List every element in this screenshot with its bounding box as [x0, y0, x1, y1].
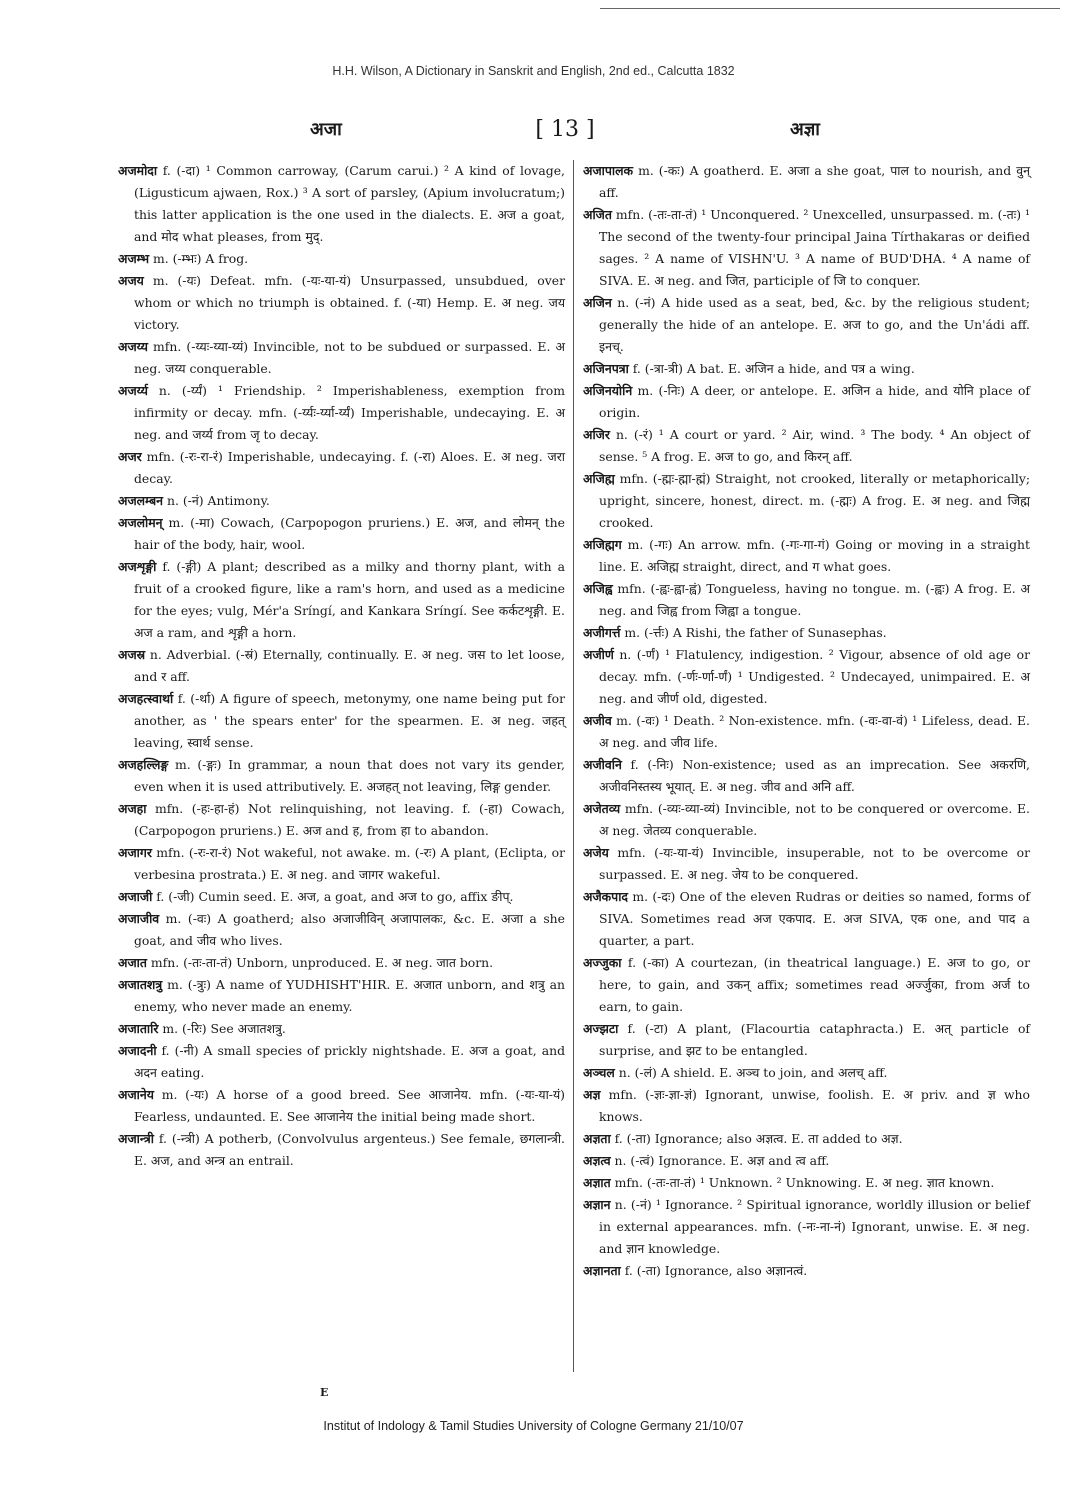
- entry-definition: f. (-नी) A small species of prickly nightshade. E. अज a goat, and अदन eating.: [134, 1043, 565, 1080]
- entry-headword: अजिह्म: [583, 471, 615, 486]
- dictionary-entry: [118, 1018, 565, 1040]
- entry-definition: n. (-नं) ¹ Ignorance. ² Spiritual ignorance, worldly illusion or belief in external appearances. mfn. (-नः-ना-नं) Ignorant, unwise. E. अ neg. and ज्ञान knowledge.: [599, 1197, 1030, 1256]
- dictionary-entry: [583, 644, 1030, 710]
- dictionary-entry: [583, 1062, 1030, 1084]
- entry-headword: अजाजी: [118, 889, 153, 904]
- entry-definition: mfn. (-रः-रा-रं) Imperishable, undecaying. f. (-रा) Aloes. E. अ neg. जरा decay.: [134, 449, 565, 486]
- entry-headword: अजिनपत्रा: [583, 361, 629, 376]
- entry-headword: अजात: [118, 955, 147, 970]
- entry-definition: m. (-दः) One of the eleven Rudras or deities so named, forms of SIVA. Sometimes read अज एकपाद. E. अज SIVA, एक one, and पाद a quarter, a part.: [599, 889, 1030, 948]
- entry-headword: अजम्भ: [118, 251, 150, 266]
- entry-definition: mfn. (-तः-ता-तं) ¹ Unknown. ² Unknowing. E. अ neg. ज्ञात known.: [610, 1175, 995, 1190]
- dictionary-entry: [583, 358, 1030, 380]
- entry-headword: अजर: [118, 449, 142, 464]
- dictionary-entry: [118, 688, 565, 754]
- entry-definition: n. (-लं) A shield. E. अञ्च to join, and अलच् aff.: [614, 1065, 888, 1080]
- entry-definition: mfn. (-ह्मः-ह्मा-ह्मं) Straight, not crooked, literally or metaphorically; upright, sincere, honest, direct. m. (-ह्मः) A frog. E. अ neg. and जिह्म crooked.: [599, 471, 1030, 530]
- entry-headword: अजहा: [118, 801, 147, 816]
- entry-definition: m. (-मा) Cowach, (Carpopogon pruriens.) E. अज, and लोमन् the hair of the body, hair, wool.: [134, 515, 565, 552]
- entry-definition: f. (-र्था) A figure of speech, metonymy, one name being put for another, as ' the spears enter' for the spearmen. E. अ neg. जहत् leaving, स्वार्थ sense.: [134, 691, 565, 750]
- dictionary-entry: [118, 336, 565, 380]
- entry-headword: अजेय: [583, 845, 609, 860]
- entry-definition: mfn. (-तः-ता-तं) Unborn, unproduced. E. अ neg. जात born.: [146, 955, 494, 970]
- entry-headword: अजिह्मग: [583, 537, 622, 552]
- entry-definition: f. (-जी) Cumin seed. E. अज, a goat, and अज to go, affix ङीप्.: [152, 889, 514, 904]
- dictionary-entry: [118, 952, 565, 974]
- dictionary-entry: [118, 908, 565, 952]
- entry-headword: अज्ञ: [583, 1087, 601, 1102]
- dictionary-entry: [583, 1150, 1030, 1172]
- entry-definition: mfn. (-व्यः-व्या-व्यं) Invincible, not to be conquered or overcome. E. अ neg. जेतव्य conquerable.: [599, 801, 1030, 838]
- entry-headword: अजिन: [583, 295, 612, 310]
- entry-headword: अजिनयोनि: [583, 383, 633, 398]
- dictionary-entry: [118, 1084, 565, 1128]
- dictionary-entry: [118, 248, 565, 270]
- entry-headword: अजागर: [118, 845, 152, 860]
- entry-headword: अज्ञत्व: [583, 1153, 611, 1168]
- entry-headword: अजीवनि: [583, 757, 622, 772]
- source-header: H.H. Wilson, A Dictionary in Sanskrit and English, 2nd ed., Calcutta 1832: [332, 64, 735, 78]
- top-rule: [600, 8, 1060, 9]
- entry-definition: mfn. (-ज्ञः-ज्ञा-ज्ञं) Ignorant, unwise, foolish. E. अ priv. and ज्ञ who knows.: [599, 1087, 1030, 1124]
- entry-headword: अजातारि: [118, 1021, 159, 1036]
- entry-definition: n. Adverbial. (-स्रं) Eternally, continually. E. अ neg. जस to let loose, and र aff.: [134, 647, 565, 684]
- dictionary-entry: [583, 578, 1030, 622]
- source-footer: Institut of Indology & Tamil Studies University of Cologne Germany 21/10/07: [323, 1419, 744, 1433]
- entry-headword: अजित: [583, 207, 612, 222]
- entry-headword: अज्झटा: [583, 1021, 619, 1036]
- entry-definition: f. (-ता) Ignorance, also अज्ञानत्वं.: [620, 1263, 808, 1278]
- entry-headword: अजलोमन्: [118, 515, 163, 530]
- entry-headword: अजहत्स्वार्था: [118, 691, 174, 706]
- dictionary-entry: [583, 754, 1030, 798]
- dictionary-entry: [583, 204, 1030, 292]
- dictionary-entry: [118, 512, 565, 556]
- entry-definition: n. (-नं) Antimony.: [163, 493, 270, 508]
- entry-headword: अजाजीव: [118, 911, 160, 926]
- dictionary-entry: [583, 798, 1030, 842]
- dictionary-entry: [583, 842, 1030, 886]
- dictionary-entry: [583, 1194, 1030, 1260]
- entry-definition: f. (-टा) A plant, (Flacourtia cataphracta.) E. अत् particle of surprise, and झट to be entangled.: [599, 1021, 1030, 1058]
- entry-definition: f. (-का) A courtezan, (in theatrical language.) E. अज to go, or here, to gain, and उकन् affix; sometimes read अर्ज्जुका, from अर्ज to earn, to gain.: [599, 955, 1030, 1014]
- entry-headword: अजीगर्त्त: [583, 625, 621, 640]
- entry-headword: अजानेय: [118, 1087, 154, 1102]
- running-head-right: अज्ञा: [790, 119, 820, 140]
- column-divider: [573, 160, 574, 1372]
- entry-headword: अजीर्ण: [583, 647, 614, 662]
- entry-headword: अजेतव्य: [583, 801, 621, 816]
- entry-headword: अञ्चल: [583, 1065, 615, 1080]
- dictionary-entry: [118, 974, 565, 1018]
- entry-definition: f. (-त्रा-त्री) A bat. E. अजिन a hide, and पत्र a wing.: [628, 361, 915, 376]
- entry-definition: mfn. (-य्यः-य्या-य्यं) Invincible, not to be subdued or surpassed. E. अ neg. जय्य conquerable.: [134, 339, 565, 376]
- entry-headword: अजातशत्रु: [118, 977, 163, 992]
- right-column: [583, 160, 1030, 1282]
- entry-definition: m. (-वः) ¹ Death. ² Non-existence. mfn. (-वः-वा-वं) ¹ Lifeless, dead. E. अ neg. and जीव life.: [599, 713, 1030, 750]
- entry-headword: अजर्य्य: [118, 383, 148, 398]
- entry-definition: m. (-यः) Defeat. mfn. (-यः-या-यं) Unsurpassed, unsubdued, over whom or which no triumph is obtained. f. (-या) Hemp. E. अ neg. जय victory.: [134, 273, 565, 332]
- entry-definition: n. (-नं) A hide used as a seat, bed, &c. by the religious student; generally the hide of an antelope. E. अज to go, and the Un'ádi aff. इनच्.: [599, 295, 1030, 354]
- left-column: [118, 160, 565, 1172]
- dictionary-entry: [118, 798, 565, 842]
- entry-definition: mfn. (-रः-रा-रं) Not wakeful, not awake. m. (-रः) A plant, (Eclipta, or verbesina prostrata.) E. अ neg. and जागर wakeful.: [134, 845, 565, 882]
- page-number: [ 13 ]: [535, 117, 595, 142]
- entry-definition: m. (-रिः) See अजातशत्रु.: [158, 1021, 286, 1036]
- entry-definition: f. (-ता) Ignorance; also अज्ञत्व. E. ता added to अज्ञ.: [610, 1131, 903, 1146]
- dictionary-entry: [118, 842, 565, 886]
- entry-headword: अजहल्लिङ्ग: [118, 757, 169, 772]
- entry-headword: अजशृङ्गी: [118, 559, 157, 574]
- dictionary-entry: [583, 380, 1030, 424]
- dictionary-entry: [583, 622, 1030, 644]
- dictionary-entry: [118, 644, 565, 688]
- entry-definition: m. (-निः) A deer, or antelope. E. अजिन a hide, and योनि place of origin.: [599, 383, 1030, 420]
- dictionary-entry: [583, 424, 1030, 468]
- entry-definition: m. (-वः) A goatherd; also अजाजीविन् अजापालकः, &c. E. अजा a she goat, and जीव who lives.: [134, 911, 565, 948]
- entry-definition: mfn. (-हः-हा-हं) Not relinquishing, not leaving. f. (-हा) Cowach, (Carpopogon pruriens.) E. अज and ह, from हा to abandon.: [134, 801, 565, 838]
- entry-definition: mfn. (-ह्वः-ह्वा-ह्वं) Tongueless, having no tongue. m. (-ह्वः) A frog. E. अ neg. and जिह्व from जिह्वा a tongue.: [599, 581, 1030, 618]
- entry-headword: अज्ञान: [583, 1197, 611, 1212]
- entry-definition: mfn. (-यः-या-यं) Invincible, insuperable, not to be overcome or surpassed. E. अ neg. जेय to be conquered.: [599, 845, 1030, 882]
- entry-definition: m. (-कः) A goatherd. E. अजा a she goat, पाल to nourish, and वुन् aff.: [599, 163, 1030, 200]
- entry-headword: अज्जुका: [583, 955, 622, 970]
- entry-headword: अज्ञानता: [583, 1263, 621, 1278]
- dictionary-entry: [118, 490, 565, 512]
- entry-definition: n. (-रं) ¹ A court or yard. ² Air, wind. ³ The body. ⁴ An object of sense. ⁵ A frog. E. अज to go, and किरन् aff.: [599, 427, 1030, 464]
- entry-headword: अजय्य: [118, 339, 148, 354]
- dictionary-entry: [583, 886, 1030, 952]
- dictionary-entry: [118, 1040, 565, 1084]
- dictionary-entry: [118, 1128, 565, 1172]
- entry-headword: अजस्र: [118, 647, 146, 662]
- entry-headword: अज्ञता: [583, 1131, 611, 1146]
- dictionary-entry: [583, 1260, 1030, 1282]
- dictionary-entry: [118, 270, 565, 336]
- entry-headword: अजिर: [583, 427, 610, 442]
- entry-headword: अजापालक: [583, 163, 634, 178]
- entry-definition: f. (-न्त्री) A potherb, (Convolvulus argenteus.) See female, छगलान्त्री. E. अज, and अन्त्र an entrail.: [134, 1131, 565, 1168]
- entry-headword: अजिह्व: [583, 581, 613, 596]
- entry-headword: अजैकपाद: [583, 889, 629, 904]
- dictionary-entry: [118, 446, 565, 490]
- entry-definition: m. (-त्रुः) A name of YUDHISHT'HIR. E. अजात unborn, and शत्रु an enemy, who never made an enemy.: [134, 977, 565, 1014]
- entry-headword: अजादनी: [118, 1043, 157, 1058]
- dictionary-entry: [583, 1084, 1030, 1128]
- dictionary-entry: [583, 1172, 1030, 1194]
- entry-headword: अजलम्बन: [118, 493, 164, 508]
- dictionary-entry: [118, 380, 565, 446]
- dictionary-entry: [118, 886, 565, 908]
- dictionary-entry: [118, 556, 565, 644]
- entry-definition: f. (-निः) Non-existence; used as an imprecation. See अकरणि, अजीवनिस्तस्य भूयात्. E. अ neg. जीव and अनि aff.: [599, 757, 1030, 794]
- entry-definition: m. (-ङ्गः) In grammar, a noun that does not vary its gender, even when it is used attributively. E. अजहत् not leaving, लिङ्ग gender.: [134, 757, 565, 794]
- entry-definition: n. (-त्वं) Ignorance. E. अज्ञ and त्व aff.: [610, 1153, 830, 1168]
- entry-definition: mfn. (-तः-ता-तं) ¹ Unconquered. ² Unexcelled, unsurpassed. m. (-तः) ¹ The second of the twenty-four principal Jaina Tírthakaras or deified sages. ² A name of VISHN'U. ³ A name of BUD'DHA. ⁴ A name of SIVA. E. अ neg. and जित, participle of जि to conquer.: [599, 207, 1030, 288]
- entry-definition: m. (-र्त्तः) A Rishi, the father of Sunasephas.: [620, 625, 887, 640]
- dictionary-entry: [583, 710, 1030, 754]
- entry-definition: m. (-यः) A horse of a good breed. See आजानेय. mfn. (-यः-या-यं) Fearless, undaunted. E. See आजानेय the initial being made short.: [134, 1087, 565, 1124]
- dictionary-entry: [583, 468, 1030, 534]
- dictionary-entry: [583, 1128, 1030, 1150]
- entry-definition: f. (-दा) ¹ Common carroway, (Carum carui.) ² A kind of lovage, (Ligusticum ajwaen, Rox.) ³ A sort of parsley, (Apium involucratum;) this latter application is the one used in the dialects. E. अज a goat, and मोद what pleases, from मुद्.: [134, 163, 565, 244]
- entry-definition: f. (-ङ्गी) A plant; described as a milky and thorny plant, with a fruit of a crooked figure, like a ram's horn, and used as a medicine for the eyes; vulg, Mér'a Sríngí, and Kankara Sríngí. See कर्कटशृङ्गी. E. अज a ram, and शृङ्गी a horn.: [134, 559, 565, 640]
- dictionary-entry: [583, 534, 1030, 578]
- dictionary-entry: [118, 160, 565, 248]
- dictionary-entry: [583, 292, 1030, 358]
- dictionary-entry: [583, 1018, 1030, 1062]
- running-head-left: अजा: [310, 119, 342, 140]
- dictionary-entry: [583, 952, 1030, 1018]
- entry-headword: अजान्त्री: [118, 1131, 154, 1146]
- entry-headword: अजमोदा: [118, 163, 158, 178]
- entry-headword: अज्ञात: [583, 1175, 611, 1190]
- entry-headword: अजय: [118, 273, 144, 288]
- entry-definition: n. (-र्णं) ¹ Flatulency, indigestion. ² Vigour, absence of old age or decay. mfn. (-र्णः-र्णा-र्णं) ¹ Undigested. ² Undecayed, unimpaired. E. अ neg. and जीर्ण old, digested.: [599, 647, 1030, 706]
- dictionary-entry: [583, 160, 1030, 204]
- signature-mark: E: [320, 1386, 329, 1399]
- entry-headword: अजीव: [583, 713, 612, 728]
- dictionary-entry: [118, 754, 565, 798]
- entry-definition: m. (-गः) An arrow. mfn. (-गः-गा-गं) Going or moving in a straight line. E. अजिह्म straight, direct, and ग what goes.: [599, 537, 1030, 574]
- entry-definition: n. (-र्य्यं) ¹ Friendship. ² Imperishableness, exemption from infirmity or decay. mfn. (-र्य्यः-र्य्या-र्य्यं) Imperishable, undecaying. E. अ neg. and जर्य्य from जृ to decay.: [134, 383, 565, 442]
- entry-definition: m. (-म्भः) A frog.: [149, 251, 249, 266]
